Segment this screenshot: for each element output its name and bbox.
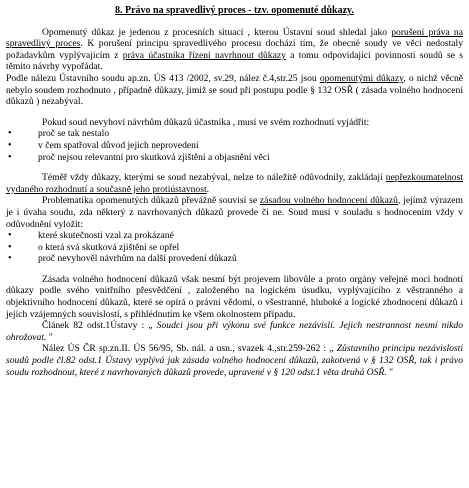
p2-text: Podle nálezu Ústavního soudu ap.zn. ÚS 413 /2002, sv.29, nález č.4,str.25 jsou [6,72,320,84]
list-item: • v čem spatřoval důvod jejich neprovedení [8,140,469,152]
p5-text-tail: , jejímž výrazem je i úvaha soudu, zda některý z navrhovaných důkazů provede či ne. Soud musí v souladu s hodnocením vždy v odůvodnění vyložit: [6,195,463,230]
paragraph-6: Zásada volného hodnocení důkazů však nesmí být projevem libovůle a proto orgány veřejné moci hodnotí důkazy podle svého vnitřního přesvědčení , založeného na logickém úsudku, vyplývajícího z věstranného a objektivního hodnocení důkazů, které se opírá o právní vědomí, o všestranné, hluboké a logické zhodnocení důkazů i jejich vzájemných souvislostí, s přihlédnutím ke všem okolnostem případu. [6,273,463,320]
p1-text-tail: a tomu odpovídající povinnosti soudů se s těmito návrhy vypořádat. [6,49,463,73]
paragraph-3: Pokud soud nevyhoví návrhům důkazů účastníka , musí ve svém rozhodnutí vyjádřit: [42,116,370,128]
paragraph-5 [6,195,463,230]
p7-text: Článek 82 odst.1Ústavy : „ [42,320,157,332]
list-item: • proč nejsou relevantní pro skutková zjištění a objasnění věci [8,152,469,164]
p8-text: Nález ÚS ČR sp.zn.II. ÚS 56/95, Sb. nál. a usn., svazek 4.,str.259-262 : „ [42,343,337,355]
p7-text-tail: " [46,331,53,343]
p1-text-mid: . K porušení principu spravedlivého procesu dochází tím, že obecné soudy ve věci nedostaly požadavkům vyplývajícím z [6,38,463,61]
section-heading: 8. Právo na spravedlivý proces - tzv. opomenuté důkazy. [115,5,354,16]
p1-text: Opomenutý důkaz je jedenou z procesních situací , kterou Ústavní soud shledal jako [42,26,392,38]
paragraph-8 [6,343,463,378]
p2-text-tail: , o nichž věcně nebylo soudem rozhodnuto , případně důkazy, jimiž se soud při postupu podle § 132 OSŘ ( zásada volného hodnocení důkazů ) nezabýval. [6,72,463,108]
paragraph-4 [6,172,463,195]
list-item: • proč se tak nestalo [8,128,469,140]
p8-quote: Zůstavního principu nezávislosti soudů podle čl.82 odst.1 Ústavy vyplývá jak zásada volného hodnocení důkazů, zakotvená v § 132 OSŘ, tak i právo soudu rozhodnout, které z navrhovaných důkazů provede, upravené v § 120 odst.1 věta druhá OSŘ. [6,343,463,378]
paragraph-2 [6,73,463,108]
p7-quote: Soudci jsou při výkonu své funkce nezávislí. Jejich nestrannost nesmí nikdo ohrožovat. [6,320,463,343]
paragraph-7 [6,320,463,343]
p5-underlined: zásadou volného hodnocení důkazů [259,195,398,207]
bullet-list-2 [0,230,469,265]
list-item: • o která svá skutková zjištění se opřel [8,242,469,254]
p5-text: Problematika opomenutých důkazů převážně souvisí se [42,195,260,207]
p2-underlined: opomenutými důkazy [319,72,404,84]
p4-text-tail: . [206,183,210,195]
list-item: • proč nevyhověl návrhům na další provedení důkazů [8,253,469,265]
p1-underlined-2: práva účastníka řízení navrhnout důkazy [122,49,286,61]
bullet-list-1 [0,128,469,163]
paragraph-1 [6,27,463,73]
p1-underlined: porušení práva na spravedlivý proces [6,26,463,50]
p8-text-tail: " [386,366,393,378]
list-item: • které skutečnosti vzal za prokázané [8,230,469,242]
p4-text: Téměř vždy důkazy, kterými se soud nezabýval, nelze to náležitě odůvodnily, zakládají [42,172,386,184]
p4-underlined: nepřezkoumatelnost vydaného rozhodnutí a současně jeho protiústavnost [6,172,463,195]
